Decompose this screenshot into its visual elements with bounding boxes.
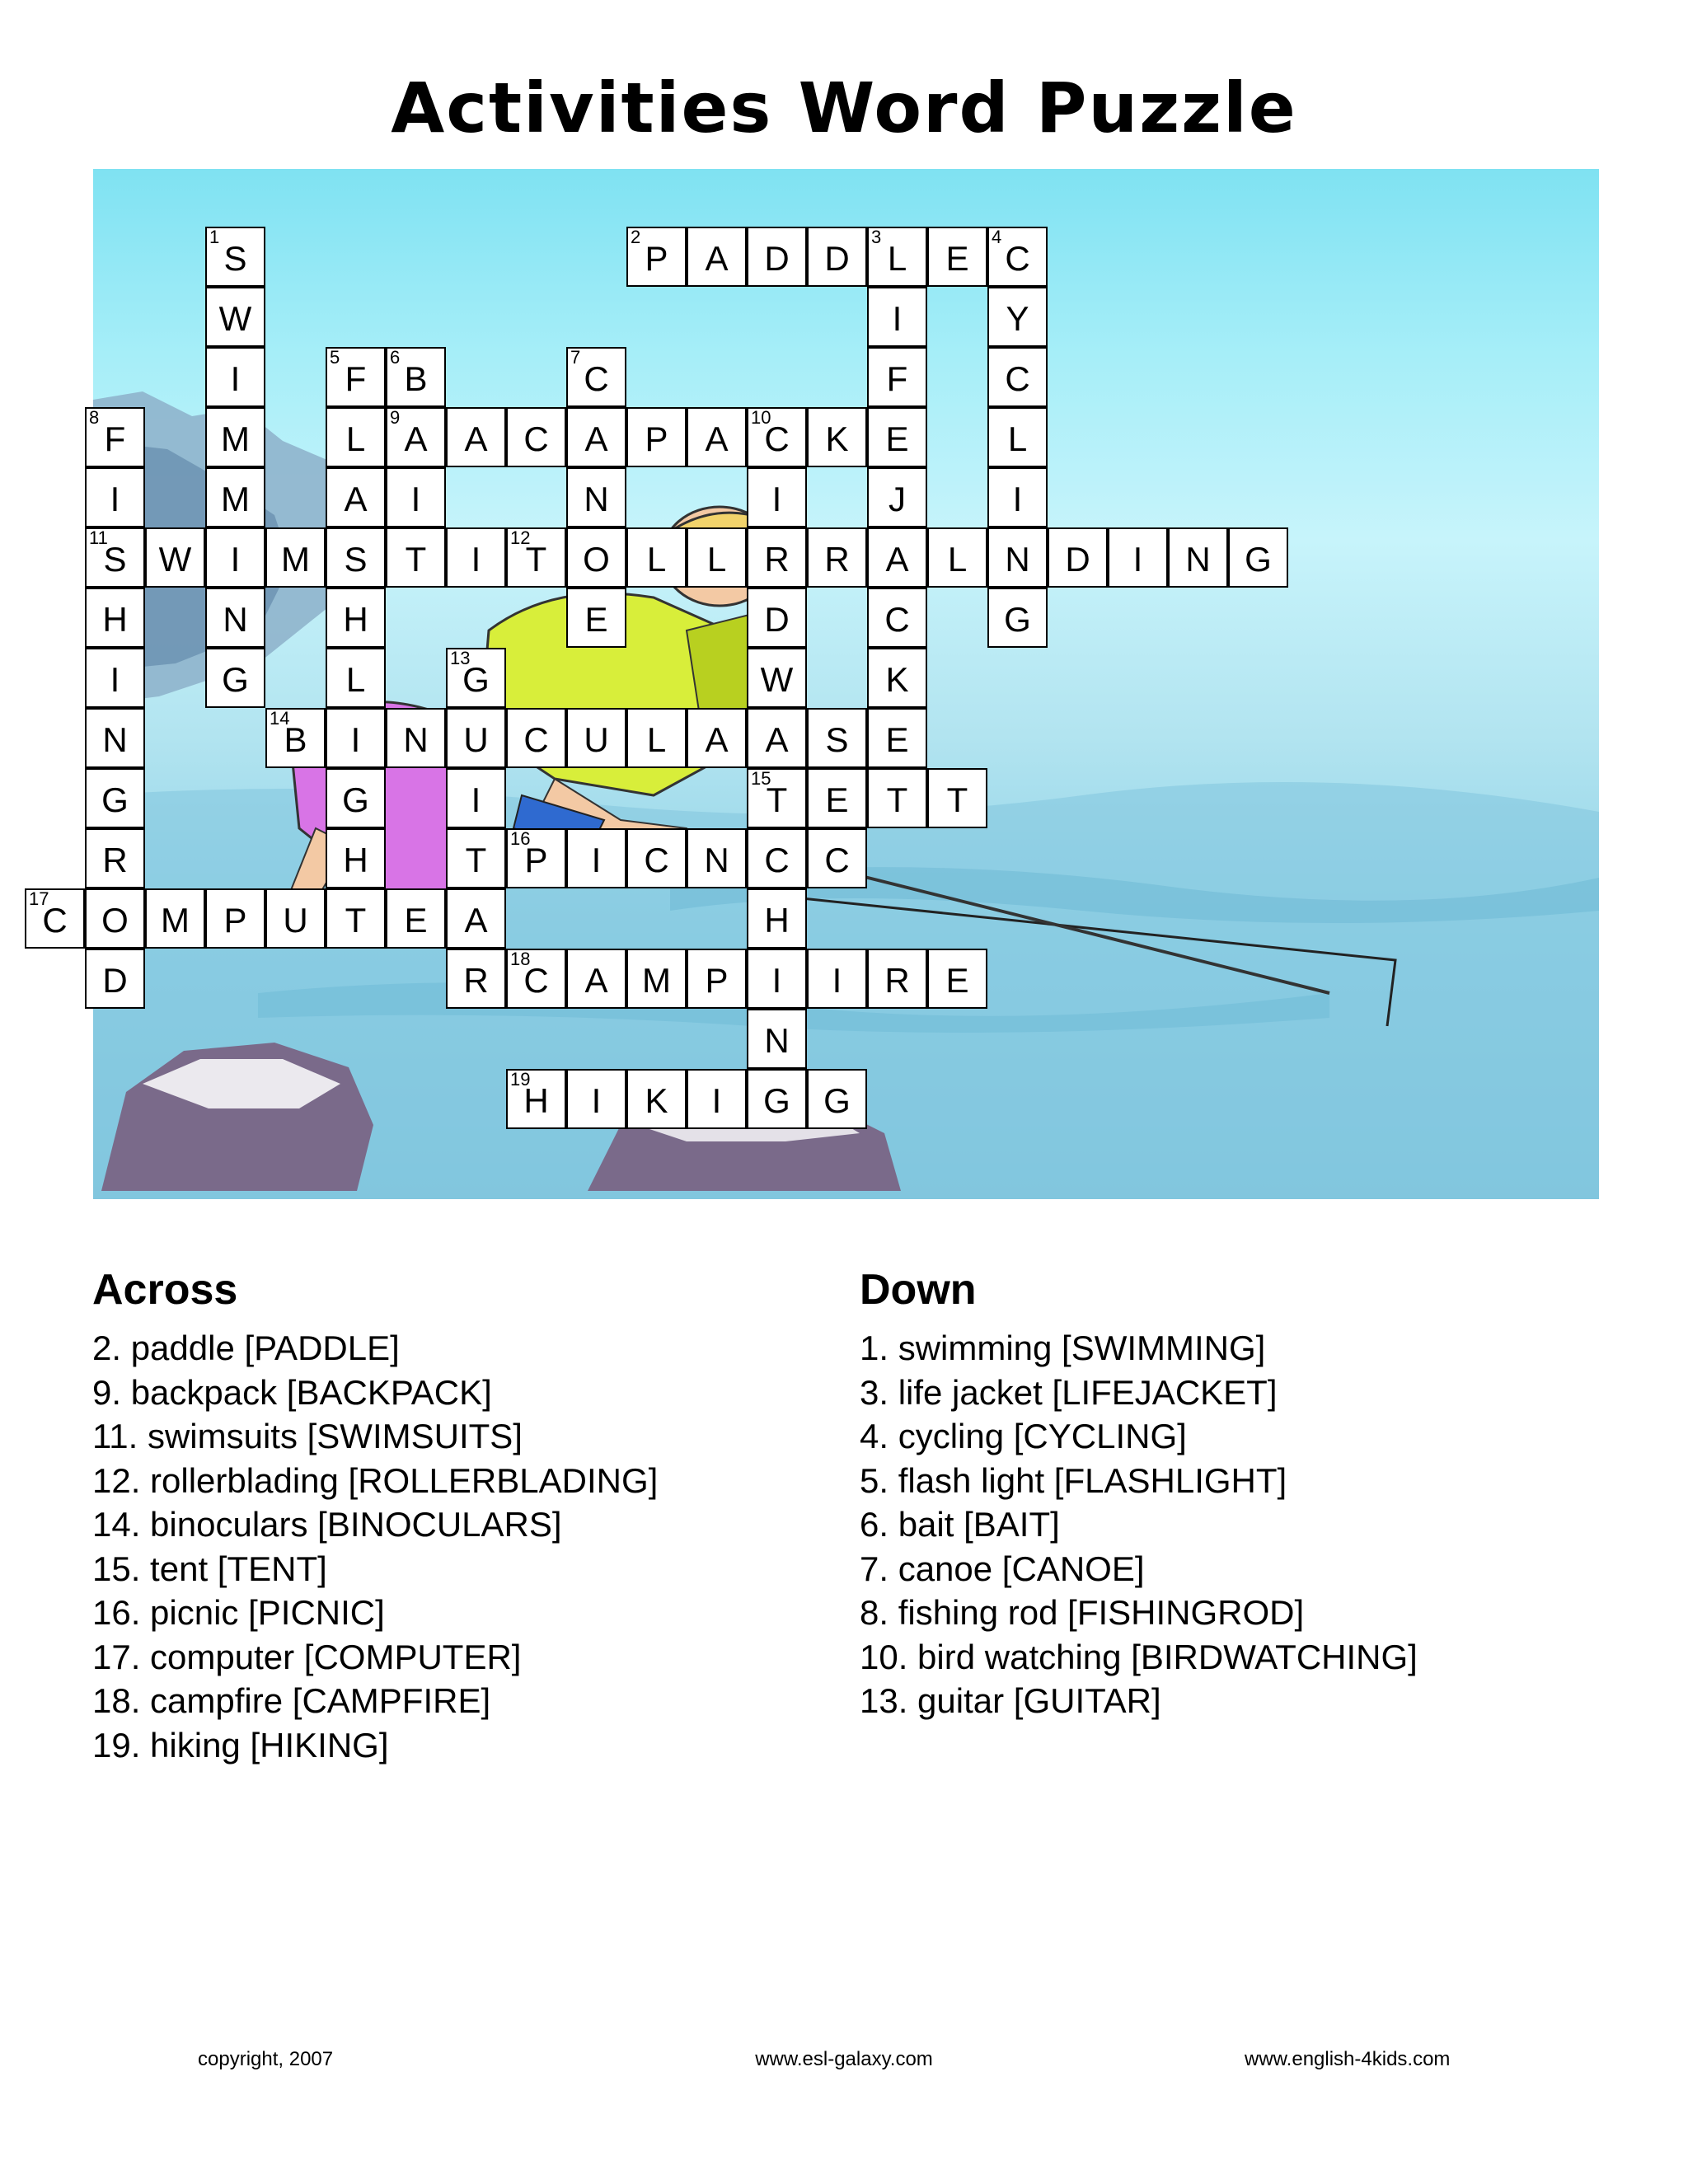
cell-letter: I xyxy=(832,960,842,1000)
clue-number: 9 xyxy=(390,407,401,428)
crossword-cell[interactable] xyxy=(386,708,446,768)
crossword-cell[interactable] xyxy=(1228,527,1288,588)
clue-across-9: 9. backpack [BACKPACK] xyxy=(92,1372,492,1412)
cell-letter: L xyxy=(345,419,366,458)
crossword-cell[interactable] xyxy=(747,588,807,648)
cell-letter: H xyxy=(764,900,790,940)
crossword-cell[interactable] xyxy=(386,347,446,407)
crossword-cell[interactable] xyxy=(747,1069,807,1129)
cell-letter: A xyxy=(404,419,428,458)
cell-letter: R xyxy=(463,960,489,1000)
cell-letter: P xyxy=(223,900,247,940)
crossword-cell[interactable] xyxy=(85,407,145,467)
crossword-cell[interactable] xyxy=(987,467,1048,527)
cell-letter: O xyxy=(583,539,610,579)
crossword-cell[interactable] xyxy=(687,227,747,287)
crossword-cell[interactable] xyxy=(626,227,687,287)
cell-letter: G xyxy=(1004,599,1031,639)
cell-letter: M xyxy=(221,419,250,458)
crossword-cell[interactable] xyxy=(326,708,386,768)
cell-letter: I xyxy=(471,539,481,579)
cell-letter: C xyxy=(884,599,910,639)
cell-letter: C xyxy=(1005,359,1030,398)
clue-down-8: 8. fishing rod [FISHINGROD] xyxy=(860,1593,1305,1632)
crossword-cell[interactable] xyxy=(205,287,265,347)
crossword-cell[interactable] xyxy=(446,828,506,888)
crossword-cell[interactable] xyxy=(506,407,566,467)
cell-letter: B xyxy=(284,719,307,759)
crossword-cell[interactable] xyxy=(386,888,446,949)
crossword-cell[interactable] xyxy=(807,227,867,287)
crossword-cell[interactable] xyxy=(506,949,566,1009)
crossword-cell[interactable] xyxy=(446,407,506,467)
crossword-cell[interactable] xyxy=(265,527,326,588)
crossword-cell[interactable] xyxy=(85,828,145,888)
clue-across-16: 16. picnic [PICNIC] xyxy=(92,1593,385,1632)
cell-letter: C xyxy=(644,840,669,879)
cell-letter: M xyxy=(161,900,190,940)
cell-letter: I xyxy=(1012,479,1023,518)
clue-down-6: 6. bait [BAIT] xyxy=(860,1505,1060,1544)
cell-letter: A xyxy=(584,419,608,458)
cell-letter: A xyxy=(705,238,729,278)
cell-letter: C xyxy=(523,960,549,1000)
cell-letter: I xyxy=(591,840,602,879)
cell-letter: I xyxy=(110,479,120,518)
footer-esl-galaxy-link[interactable]: www.esl-galaxy.com xyxy=(755,2048,933,2070)
clue-across-2: 2. paddle [PADDLE] xyxy=(92,1329,400,1367)
crossword-cell[interactable] xyxy=(807,708,867,768)
crossword-cell[interactable] xyxy=(687,708,747,768)
crossword-cell[interactable] xyxy=(867,949,927,1009)
crossword-cell[interactable] xyxy=(205,588,265,648)
crossword-cell[interactable] xyxy=(867,648,927,708)
cell-letter: D xyxy=(1065,539,1090,579)
cell-letter: M xyxy=(642,960,671,1000)
crossword-cell[interactable] xyxy=(326,588,386,648)
cell-letter: I xyxy=(471,780,481,819)
crossword-cell[interactable] xyxy=(867,588,927,648)
crossword-cell[interactable] xyxy=(326,527,386,588)
clue-number: 18 xyxy=(510,949,531,969)
cell-letter: P xyxy=(645,238,668,278)
clue-down-7: 7. canoe [CANOE] xyxy=(860,1549,1145,1588)
crossword-cell[interactable] xyxy=(506,828,566,888)
clue-number: 17 xyxy=(29,888,49,909)
crossword-cell[interactable] xyxy=(566,708,626,768)
cell-letter: D xyxy=(764,599,790,639)
cell-letter: T xyxy=(405,539,427,579)
crossword-cell[interactable] xyxy=(205,227,265,287)
clue-number: 15 xyxy=(751,768,771,789)
cell-letter: L xyxy=(887,238,907,278)
crossword-cell[interactable] xyxy=(747,888,807,949)
crossword-cell[interactable] xyxy=(205,888,265,949)
crossword-cell[interactable] xyxy=(687,1069,747,1129)
down-clues xyxy=(860,1265,1418,1723)
crossword-cell[interactable] xyxy=(265,888,326,949)
cell-letter: T xyxy=(345,900,367,940)
across-heading: Across xyxy=(92,1266,238,1314)
cell-letter: R xyxy=(764,539,790,579)
cell-letter: W xyxy=(760,659,794,699)
crossword-cell[interactable] xyxy=(867,287,927,347)
cell-letter: L xyxy=(646,719,667,759)
cell-letter: I xyxy=(350,719,361,759)
crossword-cell[interactable] xyxy=(566,407,626,467)
cell-letter: D xyxy=(102,960,128,1000)
cell-letter: A xyxy=(464,419,488,458)
crossword-cell[interactable] xyxy=(626,708,687,768)
cell-letter: H xyxy=(343,599,368,639)
crossword-cell[interactable] xyxy=(987,287,1048,347)
crossword-cell[interactable] xyxy=(687,828,747,888)
crossword-cell[interactable] xyxy=(205,467,265,527)
cell-letter: Y xyxy=(1006,298,1029,338)
cell-letter: E xyxy=(885,719,909,759)
crossword-cell[interactable] xyxy=(566,828,626,888)
cell-letter: I xyxy=(410,479,421,518)
cell-letter: L xyxy=(345,659,366,699)
crossword-cell[interactable] xyxy=(747,949,807,1009)
crossword-cell[interactable] xyxy=(927,768,987,828)
crossword-cell[interactable] xyxy=(867,768,927,828)
clue-down-5: 5. flash light [FLASHLIGHT] xyxy=(860,1460,1287,1500)
footer-english-4kids-link[interactable]: www.english-4kids.com xyxy=(1245,2048,1451,2070)
clue-across-15: 15. tent [TENT] xyxy=(92,1549,327,1588)
cell-letter: I xyxy=(110,659,120,699)
crossword-cell[interactable] xyxy=(747,527,807,588)
crossword-cell[interactable] xyxy=(446,768,506,828)
crossword-cell[interactable] xyxy=(987,227,1048,287)
crossword-cell[interactable] xyxy=(446,527,506,588)
cell-letter: F xyxy=(104,419,126,458)
crossword-cell[interactable] xyxy=(987,347,1048,407)
cell-letter: T xyxy=(766,780,788,819)
cell-letter: I xyxy=(771,479,782,518)
crossword-cell[interactable] xyxy=(626,828,687,888)
cell-letter: I xyxy=(771,960,782,1000)
clue-down-3: 3. life jacket [LIFEJACKET] xyxy=(860,1372,1278,1412)
clue-number: 6 xyxy=(390,347,401,368)
cell-letter: N xyxy=(403,719,429,759)
crossword-cell[interactable] xyxy=(326,407,386,467)
crossword-cell[interactable] xyxy=(446,888,506,949)
cell-letter: D xyxy=(764,238,790,278)
clue-across-19: 19. hiking [HIKING] xyxy=(92,1725,389,1765)
clue-number: 10 xyxy=(751,407,771,428)
crossword-cell[interactable] xyxy=(987,527,1048,588)
cell-letter: R xyxy=(824,539,850,579)
clue-number: 3 xyxy=(871,227,882,247)
clue-number: 4 xyxy=(992,227,1002,247)
cell-letter: N xyxy=(584,479,609,518)
cell-letter: W xyxy=(158,539,192,579)
clue-across-17: 17. computer [COMPUTER] xyxy=(92,1637,522,1676)
cell-letter: E xyxy=(945,960,969,1000)
crossword-cell[interactable] xyxy=(205,527,265,588)
cell-letter: P xyxy=(524,840,548,879)
clue-across-12: 12. rollerblading [ROLLERBLADING] xyxy=(92,1460,659,1500)
cell-letter: N xyxy=(764,1020,790,1060)
clue-number: 14 xyxy=(270,708,290,729)
crossword-cell[interactable] xyxy=(566,347,626,407)
cell-letter: O xyxy=(101,900,129,940)
cell-letter: T xyxy=(525,539,547,579)
crossword-cell[interactable] xyxy=(1048,527,1108,588)
crossword-cell[interactable] xyxy=(687,407,747,467)
crossword-cell[interactable] xyxy=(326,768,386,828)
crossword-cell[interactable] xyxy=(1168,527,1228,588)
footer-copyright: copyright, 2007 xyxy=(198,2048,334,2070)
cell-letter: A xyxy=(885,539,909,579)
cell-letter: F xyxy=(886,359,908,398)
crossword-cell[interactable] xyxy=(326,467,386,527)
crossword-cell[interactable] xyxy=(747,407,807,467)
crossword-cell[interactable] xyxy=(987,588,1048,648)
clue-number: 19 xyxy=(510,1069,531,1090)
cell-letter: E xyxy=(404,900,428,940)
cell-letter: C xyxy=(824,840,850,879)
cell-letter: U xyxy=(283,900,308,940)
clue-down-13: 13. guitar [GUITAR] xyxy=(860,1681,1161,1720)
clue-across-11: 11. swimsuits [SWIMSUITS] xyxy=(92,1417,523,1455)
clue-across-14: 14. binoculars [BINOCULARS] xyxy=(92,1505,562,1544)
crossword-cell[interactable] xyxy=(927,227,987,287)
cell-letter: E xyxy=(825,780,849,819)
cell-letter: M xyxy=(281,539,310,579)
cell-letter: A xyxy=(464,900,488,940)
crossword-cell[interactable] xyxy=(1108,527,1168,588)
cell-letter: M xyxy=(221,479,250,518)
crossword-cell[interactable] xyxy=(326,648,386,708)
cell-letter: K xyxy=(825,419,849,458)
cell-letter: C xyxy=(42,900,68,940)
cell-letter: K xyxy=(885,659,909,699)
crossword-cell[interactable] xyxy=(807,1069,867,1129)
clue-number: 11 xyxy=(89,527,108,548)
clue-number: 12 xyxy=(510,527,531,548)
cell-letter: A xyxy=(705,419,729,458)
crossword-cell[interactable] xyxy=(85,768,145,828)
crossword-cell[interactable] xyxy=(867,227,927,287)
clue-number: 1 xyxy=(209,227,220,247)
crossword-cell[interactable] xyxy=(687,949,747,1009)
cell-letter: N xyxy=(1005,539,1030,579)
crossword-cell[interactable] xyxy=(85,588,145,648)
crossword-cell[interactable] xyxy=(85,467,145,527)
crossword-cell[interactable] xyxy=(566,588,626,648)
crossword-cell[interactable] xyxy=(145,527,205,588)
cell-letter: S xyxy=(103,539,127,579)
crossword-cell[interactable] xyxy=(446,949,506,1009)
crossword-cell[interactable] xyxy=(867,407,927,467)
cell-letter: N xyxy=(704,840,729,879)
down-heading: Down xyxy=(860,1266,977,1314)
clue-number: 8 xyxy=(89,407,100,428)
cell-letter: H xyxy=(523,1080,549,1120)
crossword-cell[interactable] xyxy=(747,227,807,287)
crossword-cell[interactable] xyxy=(386,467,446,527)
cell-letter: U xyxy=(463,719,489,759)
cell-letter: H xyxy=(343,840,368,879)
cell-letter: R xyxy=(884,960,910,1000)
cell-letter: J xyxy=(889,479,906,518)
cell-letter: I xyxy=(591,1080,602,1120)
cell-letter: E xyxy=(885,419,909,458)
crossword-cell[interactable] xyxy=(807,527,867,588)
clue-down-10: 10. bird watching [BIRDWATCHING] xyxy=(860,1637,1418,1676)
cell-letter: I xyxy=(1132,539,1143,579)
cell-letter: N xyxy=(1185,539,1211,579)
crossword-cell[interactable] xyxy=(446,648,506,708)
cell-letter: L xyxy=(1007,419,1028,458)
cell-letter: G xyxy=(763,1080,790,1120)
cell-letter: C xyxy=(584,359,609,398)
crossword-cell[interactable] xyxy=(747,708,807,768)
cell-letter: G xyxy=(342,780,369,819)
cell-letter: P xyxy=(645,419,668,458)
clue-down-1: 1. swimming [SWIMMING] xyxy=(860,1329,1266,1367)
cell-letter: I xyxy=(711,1080,722,1120)
cell-letter: U xyxy=(584,719,609,759)
crossword-cell[interactable] xyxy=(867,708,927,768)
cell-letter: S xyxy=(344,539,368,579)
crossword-cell[interactable] xyxy=(747,1009,807,1069)
cell-letter: P xyxy=(705,960,729,1000)
crossword-cell[interactable] xyxy=(927,949,987,1009)
crossword-cell[interactable] xyxy=(566,467,626,527)
cell-letter: C xyxy=(1005,238,1030,278)
crossword-cell[interactable] xyxy=(747,768,807,828)
cell-letter: R xyxy=(102,840,128,879)
clue-number: 5 xyxy=(330,347,340,368)
cell-letter: W xyxy=(218,298,252,338)
clue-number: 13 xyxy=(450,648,471,668)
cell-letter: T xyxy=(465,840,487,879)
crossword-cell[interactable] xyxy=(747,648,807,708)
crossword-cell[interactable] xyxy=(386,407,446,467)
cell-letter: E xyxy=(584,599,608,639)
cell-letter: C xyxy=(523,419,549,458)
cell-letter: A xyxy=(344,479,368,518)
crossword-cell[interactable] xyxy=(867,527,927,588)
clue-down-4: 4. cycling [CYCLING] xyxy=(860,1417,1187,1455)
cell-letter: L xyxy=(706,539,727,579)
crossword-cell[interactable] xyxy=(987,407,1048,467)
clue-number: 2 xyxy=(631,227,641,247)
page-title: Activities Word Puzzle xyxy=(391,68,1297,148)
cell-letter: G xyxy=(462,659,490,699)
cell-letter: H xyxy=(102,599,128,639)
crossword-cell[interactable] xyxy=(506,1069,566,1129)
crossword-cell[interactable] xyxy=(145,888,205,949)
crossword-cell[interactable] xyxy=(747,467,807,527)
cell-letter: N xyxy=(223,599,248,639)
cell-letter: I xyxy=(230,359,241,398)
clue-number: 16 xyxy=(510,828,531,849)
crossword-cell[interactable] xyxy=(626,1069,687,1129)
crossword-cell[interactable] xyxy=(386,527,446,588)
cell-letter: T xyxy=(946,780,968,819)
crossword-cell[interactable] xyxy=(326,828,386,888)
crossword-cell[interactable] xyxy=(265,708,326,768)
cell-letter: C xyxy=(764,840,790,879)
cell-letter: S xyxy=(223,238,247,278)
crossword-cell[interactable] xyxy=(506,708,566,768)
cell-letter: A xyxy=(765,719,789,759)
crossword-cell[interactable] xyxy=(867,347,927,407)
cell-letter: I xyxy=(230,539,241,579)
cell-letter: A xyxy=(584,960,608,1000)
cell-letter: S xyxy=(825,719,849,759)
crossword-cell[interactable] xyxy=(807,828,867,888)
cell-letter: I xyxy=(892,298,903,338)
crossword-cell[interactable] xyxy=(25,888,85,949)
cell-letter: E xyxy=(945,238,969,278)
cell-letter: D xyxy=(824,238,850,278)
crossword-cell[interactable] xyxy=(85,648,145,708)
crossword-cell[interactable] xyxy=(85,527,145,588)
cell-letter: G xyxy=(1245,539,1272,579)
crossword-cell[interactable] xyxy=(747,828,807,888)
crossword-cell[interactable] xyxy=(626,949,687,1009)
cell-letter: F xyxy=(345,359,367,398)
crossword-cell[interactable] xyxy=(867,467,927,527)
cell-letter: C xyxy=(523,719,549,759)
cell-letter: T xyxy=(886,780,908,819)
crossword-cell[interactable] xyxy=(85,949,145,1009)
crossword-cell[interactable] xyxy=(446,708,506,768)
crossword-cell[interactable] xyxy=(566,949,626,1009)
crossword-cell[interactable] xyxy=(626,407,687,467)
crossword-cell[interactable] xyxy=(85,708,145,768)
clue-across-18: 18. campfire [CAMPFIRE] xyxy=(92,1681,491,1720)
crossword-cell[interactable] xyxy=(506,527,566,588)
crossword-cell[interactable] xyxy=(927,527,987,588)
crossword-cell[interactable] xyxy=(687,527,747,588)
crossword-cell[interactable] xyxy=(807,407,867,467)
crossword-cell[interactable] xyxy=(85,888,145,949)
clue-number: 7 xyxy=(570,347,581,368)
cell-letter: K xyxy=(645,1080,668,1120)
crossword-cell[interactable] xyxy=(326,347,386,407)
crossword-cell[interactable] xyxy=(807,768,867,828)
crossword-cell[interactable] xyxy=(205,347,265,407)
crossword-cell[interactable] xyxy=(807,949,867,1009)
cell-letter: C xyxy=(764,419,790,458)
across-clues xyxy=(92,1265,658,1767)
crossword-cell[interactable] xyxy=(566,1069,626,1129)
crossword-cell[interactable] xyxy=(205,407,265,467)
cell-letter: A xyxy=(705,719,729,759)
crossword-cell[interactable] xyxy=(626,527,687,588)
cell-letter: L xyxy=(947,539,968,579)
cell-letter: G xyxy=(222,659,249,699)
crossword-cell[interactable] xyxy=(326,888,386,949)
cell-letter: B xyxy=(404,359,428,398)
cell-letter: G xyxy=(823,1080,851,1120)
cell-letter: N xyxy=(102,719,128,759)
crossword-cell[interactable] xyxy=(205,648,265,708)
crossword-cell[interactable] xyxy=(566,527,626,588)
cell-letter: L xyxy=(646,539,667,579)
cell-letter: G xyxy=(101,780,129,819)
